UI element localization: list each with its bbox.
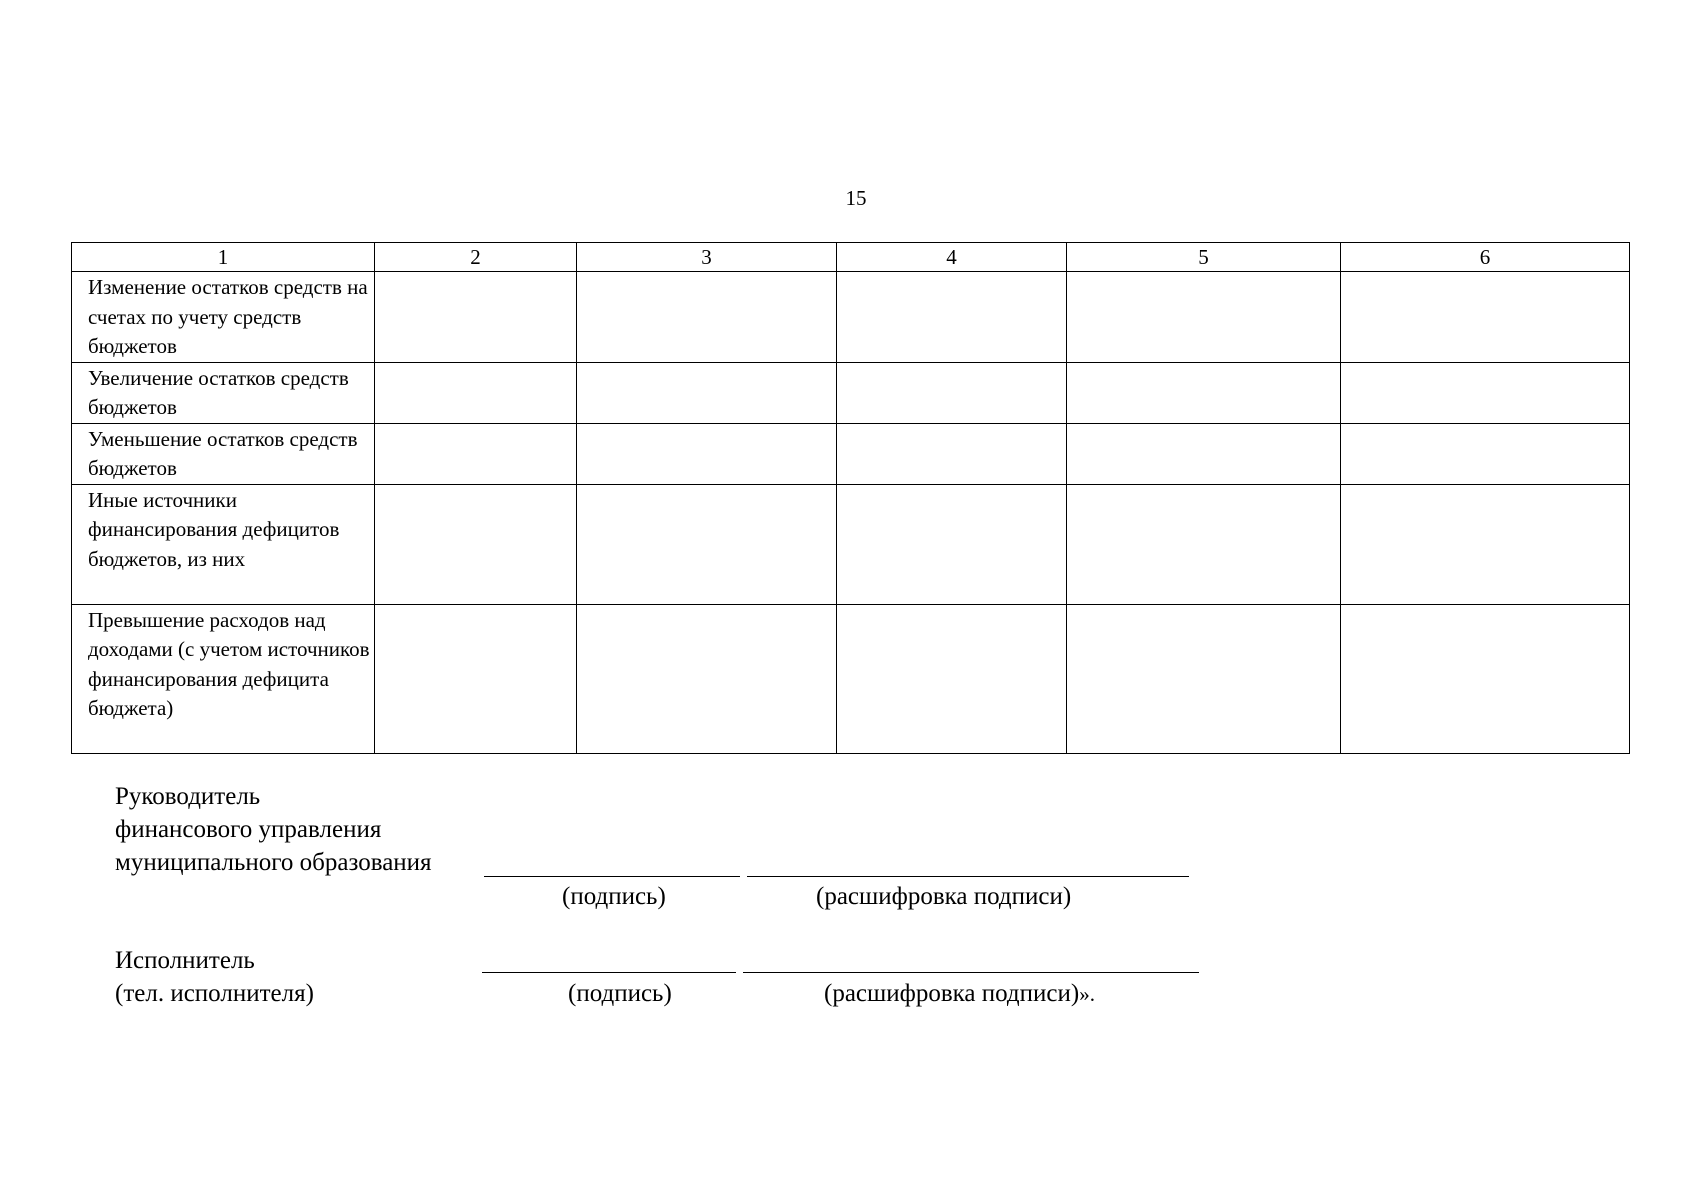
column-header: 1: [72, 243, 375, 272]
table-header-row: [72, 243, 1630, 272]
executor-decoding-text: (расшифровка подписи): [824, 980, 1080, 1007]
table-cell[interactable]: [577, 423, 837, 484]
table-cell[interactable]: [1067, 604, 1341, 753]
table-cell[interactable]: [837, 423, 1067, 484]
executor-decoding-line[interactable]: [743, 972, 1199, 973]
table-cell[interactable]: [1341, 362, 1630, 423]
table-cell[interactable]: [375, 272, 577, 363]
executor-role-line1: Исполнитель: [115, 947, 255, 974]
table-cell[interactable]: [1067, 423, 1341, 484]
column-header: 3: [577, 243, 837, 272]
table-cell[interactable]: [837, 484, 1067, 604]
table-cell[interactable]: [375, 484, 577, 604]
column-header: 2: [375, 243, 577, 272]
row-label: Изменение остатков средств на счетах по учету средств бюджетов: [72, 272, 375, 363]
closing-quote: ».: [1079, 982, 1095, 1006]
table-row: [72, 423, 1630, 484]
row-label: Уменьшение остатков средств бюджетов: [72, 423, 375, 484]
table-cell[interactable]: [577, 484, 837, 604]
table-row: [72, 484, 1630, 604]
table-cell[interactable]: [1341, 484, 1630, 604]
table-cell[interactable]: [837, 272, 1067, 363]
executor-decoding-caption: [824, 977, 1095, 1011]
table-cell[interactable]: [1067, 362, 1341, 423]
table-cell[interactable]: [577, 362, 837, 423]
table-cell[interactable]: [577, 604, 837, 753]
table-cell[interactable]: [837, 362, 1067, 423]
table-row: [72, 604, 1630, 753]
table-cell[interactable]: [1341, 604, 1630, 753]
table-row: [72, 362, 1630, 423]
head-role-line2: финансового управления: [115, 816, 382, 843]
table-cell[interactable]: [1067, 484, 1341, 604]
row-label: Увеличение остатков средств бюджетов: [72, 362, 375, 423]
table-cell[interactable]: [375, 604, 577, 753]
head-role-line1: Руководитель: [115, 783, 261, 810]
head-role-line3: муниципального образования: [115, 849, 432, 876]
row-label: Иные источники финансирования дефицитов бюджетов, из них: [72, 484, 375, 604]
executor-signature-caption: (подпись): [568, 980, 672, 1007]
table-cell[interactable]: [375, 423, 577, 484]
column-header: 6: [1341, 243, 1630, 272]
head-decoding-caption: (расшифровка подписи): [816, 883, 1072, 910]
table-cell[interactable]: [1341, 423, 1630, 484]
column-header: 4: [837, 243, 1067, 272]
page-number: 15: [845, 186, 867, 210]
executor-signature-line[interactable]: [482, 972, 736, 973]
row-label: Превышение расходов над доходами (с учетом источников финансирования дефицита бюджета): [72, 604, 375, 753]
head-signature-line[interactable]: [484, 876, 740, 877]
executor-role-line2: (тел. исполнителя): [115, 980, 314, 1007]
table-cell[interactable]: [1341, 272, 1630, 363]
table-cell[interactable]: [837, 604, 1067, 753]
table-cell[interactable]: [1067, 272, 1341, 363]
column-header: 5: [1067, 243, 1341, 272]
head-decoding-line[interactable]: [747, 876, 1189, 877]
table-row: [72, 272, 1630, 363]
head-signature-caption: (подпись): [562, 883, 666, 910]
table-cell[interactable]: [577, 272, 837, 363]
budget-sources-table: [71, 242, 1630, 754]
table-cell[interactable]: [375, 362, 577, 423]
